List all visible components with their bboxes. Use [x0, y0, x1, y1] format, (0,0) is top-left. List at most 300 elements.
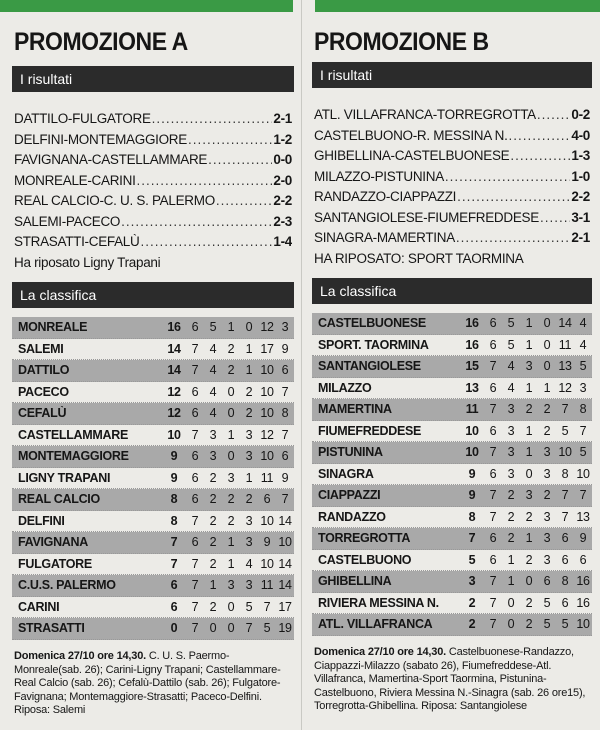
stat-cell: 6 [543, 574, 551, 589]
result-row [14, 132, 292, 153]
stat-cell: 4 [507, 359, 515, 374]
fixtures-note [314, 646, 592, 714]
table-row [312, 550, 592, 572]
standings-table [12, 317, 294, 640]
stat-cell: 14 [278, 513, 292, 528]
stat-cell: 3 [507, 402, 515, 417]
stat-cell: 10 [576, 617, 590, 632]
rested-team-note: Ha riposato Ligny Trapani [14, 254, 161, 270]
stat-cell: 3 [507, 423, 515, 438]
team-name: MONREALE [18, 320, 88, 335]
stat-cell: 1 [525, 423, 533, 438]
team-name: C.U.S. PALERMO [18, 578, 116, 593]
stat-cell: 5 [561, 423, 569, 438]
dot-leader [188, 132, 272, 147]
team-name: CASTELBUONO [318, 552, 412, 567]
stat-cell: 11 [260, 578, 274, 593]
team-name: SINAGRA [318, 466, 374, 481]
table-row [312, 442, 592, 464]
match-score: 2-3 [273, 213, 292, 229]
stat-cell: 2 [525, 509, 533, 524]
top-color-bar-right [315, 0, 600, 12]
points-cell: 11 [465, 402, 479, 417]
stat-cell: 4 [209, 341, 217, 356]
table-row [12, 532, 294, 554]
points-cell: 10 [465, 445, 479, 460]
stat-cell: 3 [543, 552, 551, 567]
points-cell: 7 [170, 535, 178, 550]
stat-cell: 19 [278, 621, 292, 636]
stat-cell: 6 [489, 316, 497, 331]
table-row [312, 421, 592, 443]
table-row [312, 399, 592, 421]
table-row [12, 339, 294, 361]
stat-cell: 7 [561, 488, 569, 503]
stat-cell: 7 [263, 599, 271, 614]
stat-cell: 16 [576, 574, 590, 589]
stat-cell: 3 [245, 578, 253, 593]
stat-cell: 7 [191, 363, 199, 378]
stat-cell: 1 [525, 531, 533, 546]
stat-cell: 2 [543, 402, 551, 417]
fixtures-date: Domenica 27/10 ore 14,30. [14, 650, 146, 662]
stat-cell: 7 [489, 509, 497, 524]
stat-cell: 3 [281, 320, 289, 335]
stat-cell: 3 [543, 445, 551, 460]
fixtures-list: Castelbuonese-Randazzo, Ciappazzi-Milazzo (sabato 26), Fiumefreddese-Atl. Villafranca, Mamertina-Sport Taormina, Pistunina-Castelbuono, Riviera Messina N.-Sinagra (sab. 26 ore15), Torregrotta-Ghibellina. Riposa: Santangiolese [314, 646, 586, 712]
match-score: 2-1 [273, 111, 292, 126]
team-name: PISTUNINA [318, 445, 383, 460]
stat-cell: 1 [209, 578, 217, 593]
stat-cell: 7 [191, 427, 199, 442]
stat-cell: 6 [191, 449, 199, 464]
stat-cell: 8 [561, 574, 569, 589]
stat-cell: 11 [260, 470, 274, 485]
stat-cell: 2 [245, 406, 253, 421]
table-row [312, 464, 592, 486]
team-name: RIVIERA MESSINA N. [318, 595, 439, 610]
stat-cell: 12 [558, 380, 572, 395]
result-row [314, 230, 590, 251]
section-title: PROMOZIONE A [14, 28, 188, 56]
stat-cell: 5 [579, 359, 587, 374]
match-score: 1-3 [571, 148, 590, 163]
stat-cell: 2 [209, 492, 217, 507]
points-cell: 14 [167, 363, 181, 378]
stat-cell: 3 [209, 427, 217, 442]
stat-cell: 1 [525, 337, 533, 352]
points-cell: 13 [465, 380, 479, 395]
stat-cell: 7 [489, 402, 497, 417]
team-name: SALEMI [18, 341, 64, 356]
stat-cell: 0 [507, 595, 515, 610]
stat-cell: 10 [260, 406, 274, 421]
result-row [314, 189, 590, 210]
top-color-bar-left [0, 0, 293, 12]
dot-leader [445, 169, 570, 184]
match-score: 0-0 [273, 152, 292, 167]
stat-cell: 6 [489, 337, 497, 352]
team-name: DELFINI [18, 513, 65, 528]
stat-cell: 3 [543, 509, 551, 524]
match-name: FAVIGNANA-CASTELLAMMARE [14, 152, 208, 167]
rested-team-note: HA RIPOSATO: SPORT TAORMINA [314, 250, 524, 266]
dot-leader [457, 189, 570, 204]
stat-cell: 3 [543, 466, 551, 481]
match-score: 0-2 [571, 107, 590, 122]
stat-cell: 3 [227, 470, 235, 485]
stat-cell: 7 [579, 423, 587, 438]
match-name: MONREALE-CARINI [14, 172, 136, 188]
match-name: ATL. VILLAFRANCA-TORREGROTTA [314, 107, 536, 122]
stat-cell: 12 [260, 427, 274, 442]
stat-cell: 7 [489, 574, 497, 589]
stat-cell: 7 [191, 599, 199, 614]
points-cell: 2 [468, 617, 476, 632]
result-row [314, 128, 590, 149]
stat-cell: 1 [507, 552, 515, 567]
table-row [312, 378, 592, 400]
stat-cell: 0 [209, 621, 217, 636]
result-row [314, 169, 590, 190]
table-row [12, 425, 294, 447]
stat-cell: 2 [209, 556, 217, 571]
team-name: CIAPPAZZI [318, 488, 381, 503]
points-cell: 14 [167, 341, 181, 356]
stat-cell: 4 [209, 363, 217, 378]
stat-cell: 4 [209, 406, 217, 421]
team-name: STRASATTI [18, 621, 85, 636]
table-row [312, 356, 592, 378]
column-divider [301, 0, 302, 730]
stat-cell: 2 [227, 363, 235, 378]
points-cell: 6 [170, 578, 178, 593]
stat-cell: 1 [227, 320, 235, 335]
stat-cell: 1 [543, 380, 551, 395]
stat-cell: 5 [579, 445, 587, 460]
standings-table [312, 313, 592, 636]
stat-cell: 3 [579, 380, 587, 395]
dot-leader [540, 210, 570, 225]
stat-cell: 9 [281, 470, 289, 485]
stat-cell: 6 [489, 466, 497, 481]
table-row [12, 468, 294, 490]
stat-cell: 6 [191, 470, 199, 485]
stat-cell: 3 [543, 531, 551, 546]
points-cell: 16 [465, 316, 479, 331]
stat-cell: 4 [579, 337, 587, 352]
team-name: DATTILO [18, 363, 70, 378]
stat-cell: 2 [245, 384, 253, 399]
match-score: 1-2 [273, 131, 292, 147]
team-name: ATL. VILLAFRANCA [318, 617, 433, 632]
stat-cell: 7 [561, 402, 569, 417]
stat-cell: 1 [227, 535, 235, 550]
points-cell: 9 [468, 488, 476, 503]
stat-cell: 2 [507, 531, 515, 546]
team-name: FAVIGNANA [18, 535, 88, 550]
match-score: 2-2 [571, 189, 590, 204]
points-cell: 15 [465, 359, 479, 374]
stat-cell: 14 [278, 578, 292, 593]
stat-cell: 1 [525, 380, 533, 395]
points-cell: 9 [468, 466, 476, 481]
stat-cell: 2 [245, 492, 253, 507]
result-row [14, 193, 292, 214]
results-header: I risultati [312, 62, 592, 88]
stat-cell: 7 [245, 621, 253, 636]
fixtures-list: C. U. S. Paermo-Monreale(sab. 26); Carini-Ligny Trapani; Castellammare-Real Calcio (sab. 26); Cefalù-Dattilo (sab. 26); Fulgatore-Favignana; Montemaggiore-Strasatti; Paceco-Delfini. Riposa: Salemi [14, 650, 281, 716]
table-row [12, 446, 294, 468]
team-name: MILAZZO [318, 380, 372, 395]
points-cell: 7 [468, 531, 476, 546]
stat-cell: 10 [260, 384, 274, 399]
team-name: SPORT. TAORMINA [318, 337, 429, 352]
dot-leader [537, 107, 570, 122]
match-name: SINAGRA-MAMERTINA [314, 230, 455, 245]
stat-cell: 4 [507, 380, 515, 395]
stat-cell: 10 [260, 513, 274, 528]
match-name: SANTANGIOLESE-FIUMEFREDDESE [314, 209, 539, 225]
points-cell: 12 [167, 384, 181, 399]
results-list [14, 111, 292, 275]
result-row [14, 173, 292, 194]
stat-cell: 8 [561, 466, 569, 481]
stat-cell: 2 [209, 599, 217, 614]
stat-cell: 1 [227, 427, 235, 442]
points-cell: 16 [465, 337, 479, 352]
results-header: I risultati [12, 66, 294, 92]
dot-leader [510, 148, 570, 163]
stat-cell: 5 [507, 337, 515, 352]
points-cell: 10 [167, 427, 181, 442]
match-name: DELFINI-MONTEMAGGIORE [14, 131, 187, 147]
stat-cell: 2 [227, 513, 235, 528]
stat-cell: 6 [191, 384, 199, 399]
dot-leader [208, 152, 272, 167]
team-name: LIGNY TRAPANI [18, 470, 111, 485]
stat-cell: 13 [576, 509, 590, 524]
table-row [312, 335, 592, 357]
team-name: PACECO [18, 384, 69, 399]
standings-header: La classifica [12, 282, 294, 308]
stat-cell: 2 [525, 402, 533, 417]
stat-cell: 3 [507, 445, 515, 460]
stat-cell: 2 [507, 488, 515, 503]
table-row [12, 403, 294, 425]
result-row [314, 148, 590, 169]
stat-cell: 2 [209, 513, 217, 528]
stat-cell: 2 [209, 535, 217, 550]
stat-cell: 0 [543, 316, 551, 331]
team-name: FULGATORE [18, 556, 92, 571]
stat-cell: 0 [525, 574, 533, 589]
match-name: GHIBELLINA-CASTELBUONESE [314, 148, 510, 163]
dot-leader [121, 214, 272, 229]
stat-cell: 7 [191, 621, 199, 636]
stat-cell: 3 [227, 578, 235, 593]
dot-leader [509, 128, 571, 143]
stat-cell: 14 [558, 316, 572, 331]
table-row [12, 554, 294, 576]
stat-cell: 7 [579, 488, 587, 503]
stat-cell: 6 [191, 535, 199, 550]
match-score: 2-2 [273, 193, 292, 208]
points-cell: 8 [170, 492, 178, 507]
stat-cell: 1 [245, 363, 253, 378]
stat-cell: 1 [245, 341, 253, 356]
stat-cell: 7 [281, 492, 289, 507]
table-row [12, 597, 294, 619]
stat-cell: 6 [191, 492, 199, 507]
stat-cell: 7 [281, 384, 289, 399]
stat-cell: 1 [525, 316, 533, 331]
dot-leader [140, 234, 272, 249]
fixtures-date: Domenica 27/10 ore 14,30. [314, 646, 446, 658]
stat-cell: 6 [489, 380, 497, 395]
stat-cell: 10 [576, 466, 590, 481]
stat-cell: 10 [278, 535, 292, 550]
stat-cell: 0 [227, 449, 235, 464]
stat-cell: 3 [245, 427, 253, 442]
results-list [314, 107, 590, 271]
stat-cell: 5 [209, 320, 217, 335]
points-cell: 6 [170, 599, 178, 614]
match-name: RANDAZZO-CIAPPAZZI [314, 189, 457, 204]
stat-cell: 2 [227, 492, 235, 507]
stat-cell: 9 [263, 535, 271, 550]
stat-cell: 3 [525, 488, 533, 503]
stat-cell: 3 [245, 513, 253, 528]
team-name: TORREGROTTA [318, 531, 411, 546]
result-row [14, 214, 292, 235]
result-row [314, 210, 590, 231]
points-cell: 5 [468, 552, 476, 567]
points-cell: 8 [170, 513, 178, 528]
stat-cell: 7 [489, 617, 497, 632]
stat-cell: 10 [558, 445, 572, 460]
stat-cell: 10 [260, 449, 274, 464]
team-name: REAL CALCIO [18, 492, 100, 507]
team-name: CASTELBUONESE [318, 316, 426, 331]
points-cell: 12 [167, 406, 181, 421]
points-cell: 3 [468, 574, 476, 589]
stat-cell: 4 [579, 316, 587, 331]
points-cell: 9 [170, 449, 178, 464]
stat-cell: 9 [579, 531, 587, 546]
stat-cell: 6 [191, 320, 199, 335]
stat-cell: 5 [507, 316, 515, 331]
match-score: 2-1 [571, 230, 590, 245]
stat-cell: 4 [209, 384, 217, 399]
standings-header: La classifica [312, 278, 592, 304]
stat-cell: 5 [561, 617, 569, 632]
team-name: SANTANGIOLESE [318, 359, 421, 374]
dot-leader [456, 230, 570, 245]
result-row [314, 107, 590, 128]
points-cell: 0 [170, 621, 178, 636]
stat-cell: 17 [278, 599, 292, 614]
points-cell: 8 [468, 509, 476, 524]
table-row [312, 485, 592, 507]
stat-cell: 2 [227, 341, 235, 356]
stat-cell: 1 [245, 470, 253, 485]
stat-cell: 10 [260, 556, 274, 571]
table-row [312, 614, 592, 636]
stat-cell: 5 [543, 595, 551, 610]
stat-cell: 7 [191, 513, 199, 528]
stat-cell: 2 [525, 617, 533, 632]
stat-cell: 0 [507, 617, 515, 632]
stat-cell: 1 [227, 556, 235, 571]
result-row [14, 152, 292, 173]
table-row [12, 382, 294, 404]
match-name: SALEMI-PACECO [14, 213, 121, 229]
fixtures-note [14, 650, 294, 718]
stat-cell: 0 [227, 406, 235, 421]
match-score: 1-4 [273, 234, 292, 249]
table-row [12, 489, 294, 511]
stat-cell: 5 [543, 617, 551, 632]
stat-cell: 3 [525, 359, 533, 374]
stat-cell: 0 [543, 337, 551, 352]
match-score: 4-0 [571, 127, 590, 143]
stat-cell: 12 [260, 320, 274, 335]
table-row [12, 317, 294, 339]
match-score: 3-1 [571, 209, 590, 225]
table-row [312, 571, 592, 593]
stat-cell: 1 [507, 574, 515, 589]
stat-cell: 2 [543, 423, 551, 438]
stat-cell: 0 [525, 466, 533, 481]
match-name: DATTILO-FULGATORE [14, 111, 151, 126]
stat-cell: 0 [227, 621, 235, 636]
table-row [312, 528, 592, 550]
stat-cell: 6 [489, 552, 497, 567]
stat-cell: 7 [281, 427, 289, 442]
stat-cell: 7 [489, 595, 497, 610]
stat-cell: 8 [579, 402, 587, 417]
points-cell: 2 [468, 595, 476, 610]
result-row [14, 234, 292, 255]
table-row [312, 593, 592, 615]
dot-leader [216, 193, 272, 208]
team-name: FIUMEFREDDESE [318, 423, 422, 438]
match-score: 2-0 [273, 172, 292, 188]
team-name: CEFALÙ [18, 406, 67, 421]
stat-cell: 0 [543, 359, 551, 374]
team-name: MAMERTINA [318, 402, 392, 417]
stat-cell: 3 [507, 466, 515, 481]
stat-cell: 7 [561, 509, 569, 524]
team-name: MONTEMAGGIORE [18, 449, 129, 464]
team-name: RANDAZZO [318, 509, 386, 524]
points-cell: 16 [167, 320, 181, 335]
points-cell: 10 [465, 423, 479, 438]
dot-leader [152, 111, 273, 126]
stat-cell: 2 [209, 470, 217, 485]
stat-cell: 6 [561, 595, 569, 610]
stat-cell: 7 [191, 556, 199, 571]
stat-cell: 6 [561, 531, 569, 546]
match-name: CASTELBUONO-R. MESSINA N. [314, 127, 508, 143]
team-name: GHIBELLINA [318, 574, 392, 589]
stat-cell: 2 [507, 509, 515, 524]
team-name: CASTELLAMMARE [18, 427, 128, 442]
match-name: MILAZZO-PISTUNINA [314, 168, 444, 184]
stat-cell: 9 [281, 341, 289, 356]
points-cell: 7 [170, 556, 178, 571]
